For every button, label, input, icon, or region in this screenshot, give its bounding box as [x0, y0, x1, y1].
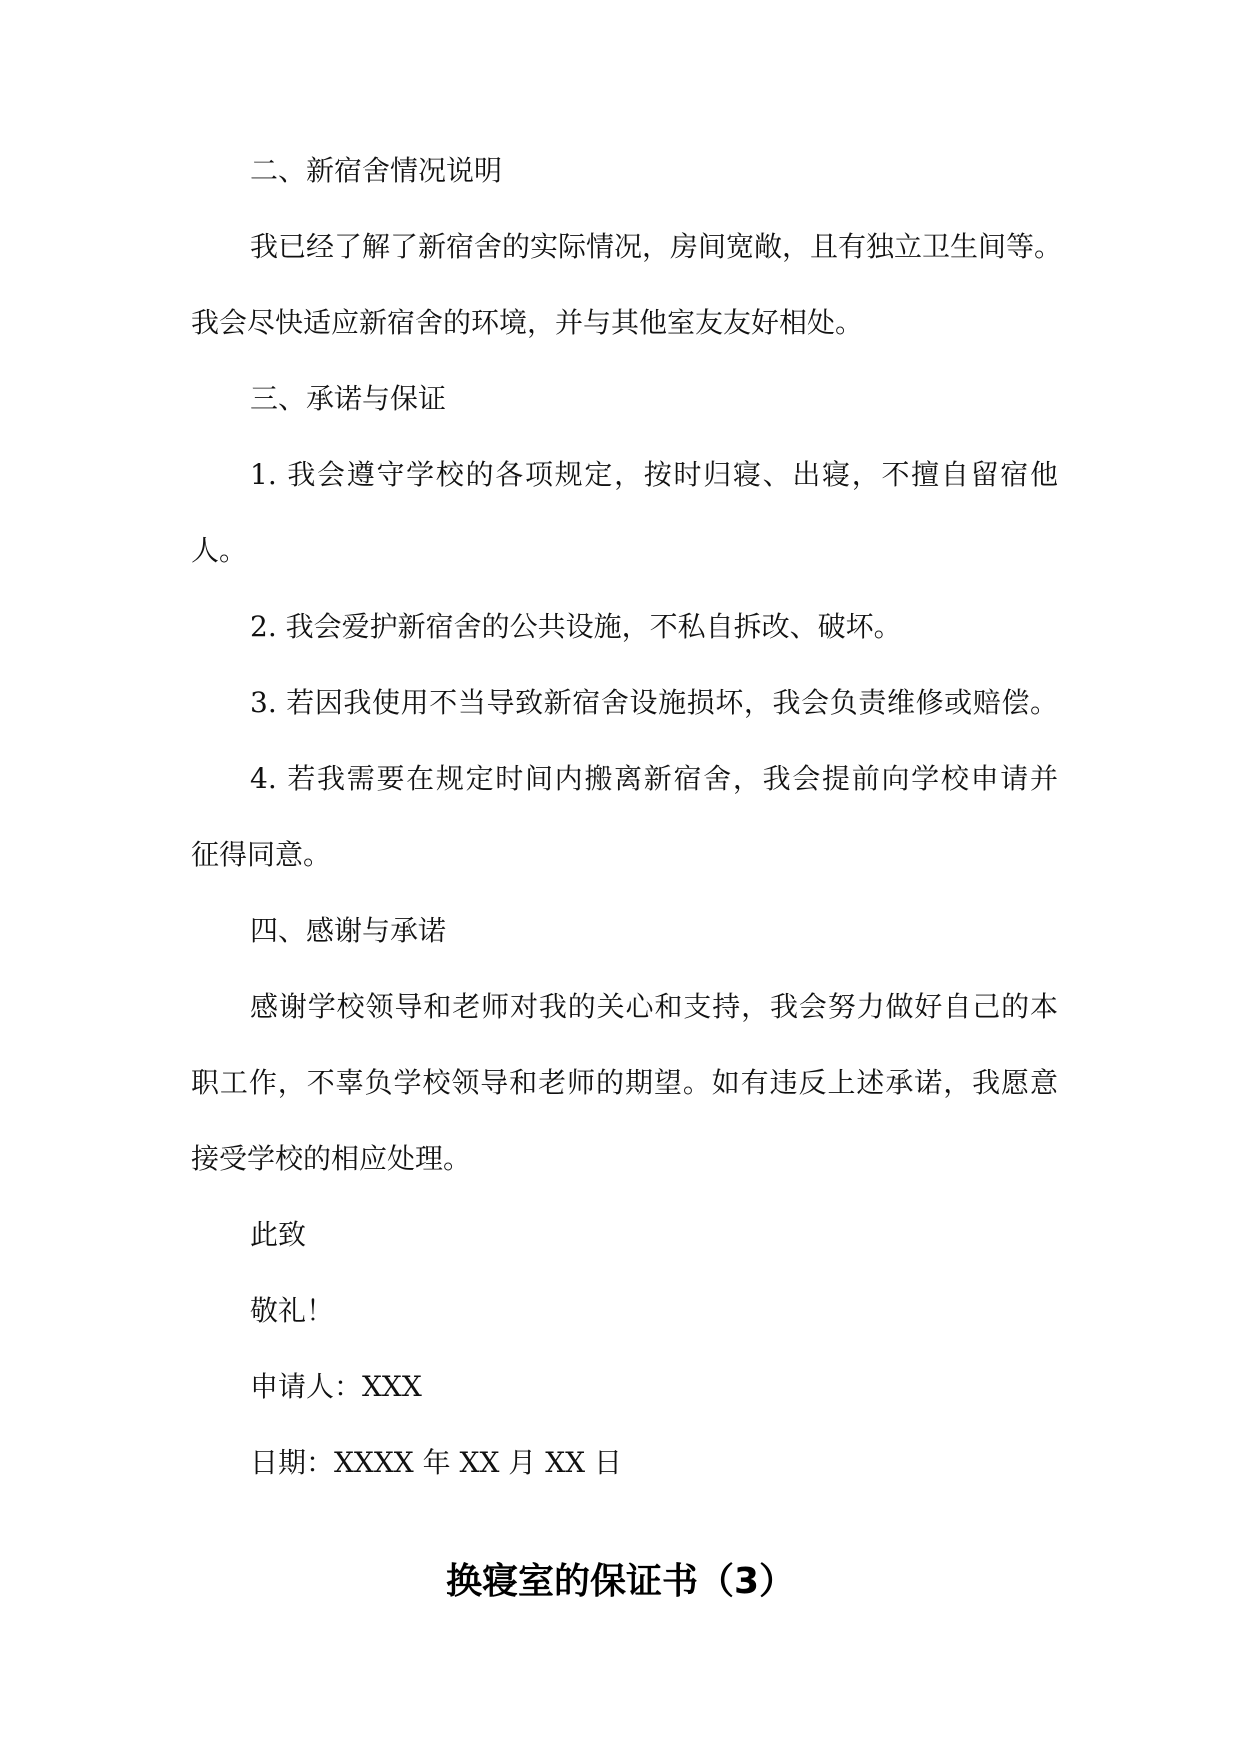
- date-line: 日期：XXXX 年 XX 月 XX 日: [250, 1446, 622, 1479]
- list-item-line: 4. 若我需要在规定时间内搬离新宿舍，我会提前向学校申请并: [250, 762, 1058, 795]
- closing-regards: 敬礼！: [250, 1294, 335, 1327]
- closing-salutation: 此致: [250, 1218, 307, 1251]
- list-item-line: 人。: [191, 534, 248, 567]
- paragraph-line: 我会尽快适应新宿舍的环境，并与其他室友友好相处。: [191, 306, 864, 339]
- list-item-line: 1. 我会遵守学校的各项规定，按时归寝、出寝，不擅自留宿他: [250, 458, 1058, 491]
- paragraph-line: 接受学校的相应处理。: [191, 1142, 472, 1175]
- list-item-line: 征得同意。: [191, 838, 332, 871]
- paragraph-line: 职工作，不辜负学校领导和老师的期望。如有违反上述承诺，我愿意: [191, 1066, 1058, 1099]
- list-item-line: 2. 我会爱护新宿舍的公共设施，不私自拆改、破坏。: [250, 610, 902, 643]
- paragraph-line: 感谢学校领导和老师对我的关心和支持，我会努力做好自己的本: [250, 990, 1058, 1023]
- document-title: 换寝室的保证书（3）: [445, 1561, 796, 1602]
- section-heading: 四、感谢与承诺: [250, 914, 447, 947]
- section-heading: 三、承诺与保证: [250, 382, 447, 415]
- paragraph-line: 我已经了解了新宿舍的实际情况，房间宽敞，且有独立卫生间等。: [250, 230, 1063, 263]
- applicant-line: 申请人：XXX: [250, 1370, 422, 1403]
- list-item-line: 3. 若因我使用不当导致新宿舍设施损坏，我会负责维修或赔偿。: [250, 686, 1058, 719]
- section-heading: 二、新宿舍情况说明: [250, 154, 503, 187]
